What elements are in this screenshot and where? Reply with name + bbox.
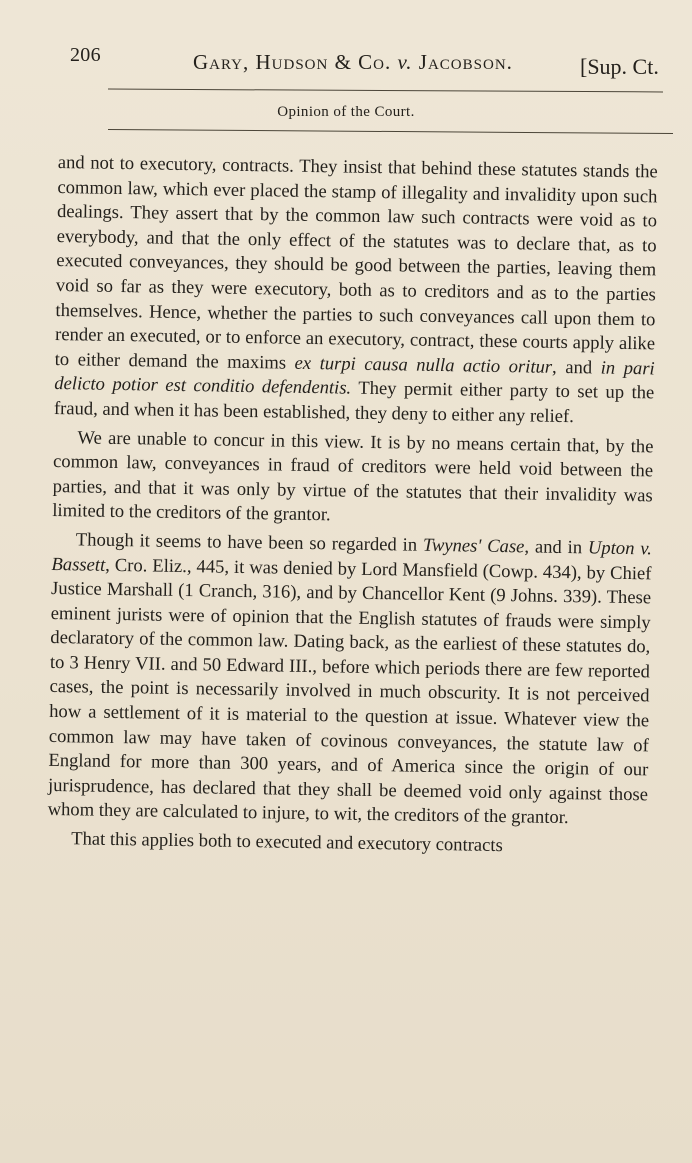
page-number: 206 — [70, 44, 101, 66]
paragraph — [47, 827, 647, 861]
running-title — [193, 50, 513, 75]
paragraph — [54, 151, 658, 431]
text-run: , and in — [524, 536, 589, 559]
text-run: That this applies both to executed and executory contracts — [71, 828, 503, 857]
court-abbreviation: [Sup. Ct. — [580, 54, 659, 79]
text-run: , Cro. Eliz., 445, it was denied by Lord Mansfield (Cowp. 434), by Chief Justice Marshall (1 Cranch, 316), and by Chancellor Kent (9 Johns. 339). These eminent jurists were of opinion that the English statutes of frauds were simply declaratory of the common law. Dating back, as the earliest of these statutes do, to 3 Henry VII. and 50 Edward III., before which periods there are few reported cases, the point is necessarily involved in much obscurity. It is not perceived how a settlement of it is material to the question at issue. Whatever view the common law may have taken of covinous conveyances, the statute law of England for more than 300 years, and of America since the origin of our jurisprudence, has declared that they shall be deemed void only against those whom they are calculated to injure, to wit, the creditors of the grantor. — [47, 554, 652, 829]
latin-maxim: in pari delicto potior est conditio defendentis. — [54, 357, 655, 399]
running-title-parties: Gary, Hudson & Co. — [193, 50, 392, 74]
running-header — [70, 44, 680, 84]
text-run: They permit either party to set up the fraud, and when it has been established, they deny to either any relief. — [53, 377, 655, 428]
text-run: and not to executory, contracts. They insist that behind these statutes stands the common law, which ever placed the stamp of illegality and invalidity upon such dealings. They assert that by the common law such contracts were void as to everybody, and that the only effect of the statutes was to declare that, as to executed conveyances, they should be good between the parties, leaving them void so far as they were executory, both as to creditors and as to the parties themselves. Hence, whether the parties to such conveyances call upon them to render an executed, or to enforce an executory, contract, these courts apply alike to either demand the maxims — [54, 151, 658, 374]
text-run: Though it seems to have been so regarded in — [75, 529, 424, 556]
paragraph — [47, 528, 652, 833]
latin-maxim: ex turpi causa nulla actio oritur — [294, 352, 553, 378]
text-run: , and — [551, 356, 601, 379]
opinion-body — [47, 151, 658, 861]
header-rule-top — [108, 89, 663, 93]
running-title-versus: v. — [397, 50, 413, 74]
running-title-defendant: Jacobson. — [418, 50, 513, 74]
case-citation: Twynes' Case — [422, 534, 525, 558]
header-rule-bottom — [108, 129, 673, 134]
text-run: We are unable to concur in this view. It is by no means certain that, by the common law, conveyances in fraud of creditors were held void between the parties, and that it was only by virtue of the statutes that their invalidity was limited to the creditors of the grantor. — [52, 426, 654, 526]
paragraph — [52, 425, 653, 533]
case-citation: Upton v. Bassett — [51, 537, 653, 576]
section-title: Opinion of the Court. — [277, 104, 415, 120]
